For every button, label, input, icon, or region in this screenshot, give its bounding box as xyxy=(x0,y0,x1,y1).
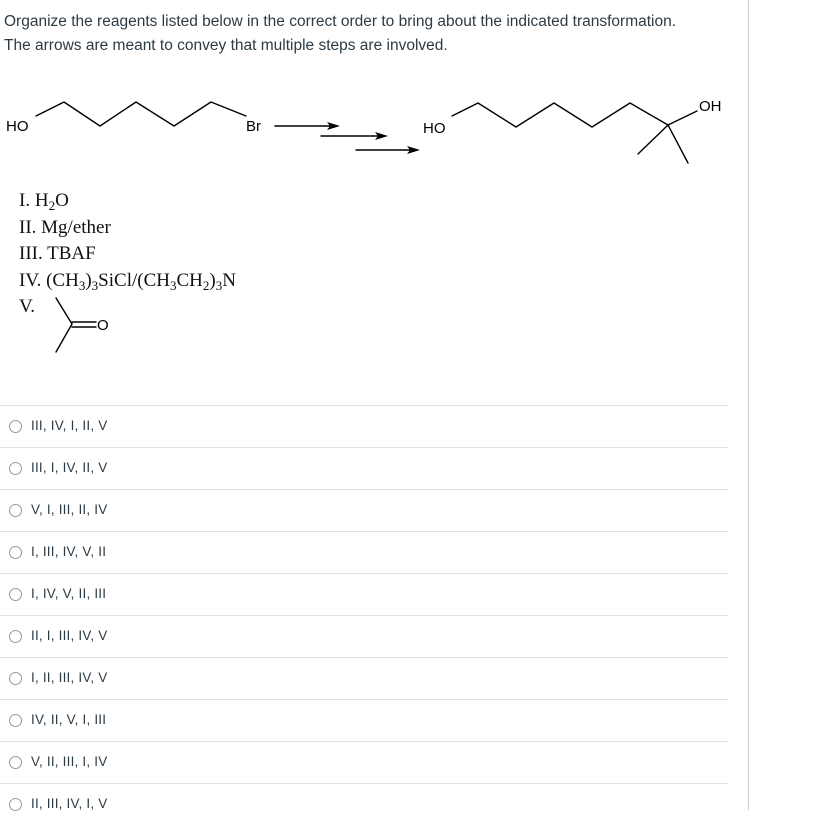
reagent-5: V. xyxy=(19,296,36,317)
reagent-4: IV. $(CH_3)_3SiCl/(CH_3CH_2)_3N$ xyxy=(19,269,236,293)
answer-label[interactable]: II, III, IV, I, V xyxy=(31,796,108,811)
answer-option[interactable] xyxy=(0,657,728,699)
radio-button[interactable] xyxy=(9,798,22,811)
question-line-2: The arrows are meant to convey that multiple steps are involved. xyxy=(4,37,448,54)
answer-list xyxy=(0,405,728,825)
answer-option[interactable] xyxy=(0,573,728,615)
answer-label[interactable]: II, I, III, IV, V xyxy=(31,628,108,643)
radio-button[interactable] xyxy=(9,504,22,517)
answer-option[interactable] xyxy=(0,615,728,657)
answer-option[interactable] xyxy=(0,405,728,447)
radio-button[interactable] xyxy=(9,714,22,727)
radio-button[interactable] xyxy=(9,630,22,643)
reagent-2: II. Mg/ether xyxy=(19,216,111,238)
product-methyl-2 xyxy=(668,125,688,163)
radio-button[interactable] xyxy=(9,672,22,685)
reagent-1: I. $H_2O$ xyxy=(19,190,69,213)
radio-button[interactable] xyxy=(9,588,22,601)
reagent-3: III. TBAF xyxy=(19,243,96,264)
radio-button[interactable] xyxy=(9,462,22,475)
reactant-br-label: Br xyxy=(246,118,261,135)
answer-option[interactable] xyxy=(0,447,728,489)
answer-label[interactable]: I, III, IV, V, II xyxy=(31,544,107,559)
question-line-1: Organize the reagents listed below in the correct order to bring about the indicated transformation. xyxy=(4,13,677,30)
answer-option[interactable] xyxy=(0,531,728,573)
product-bond-oh xyxy=(668,111,697,125)
reactant-ho-label: HO xyxy=(6,118,29,135)
answer-label[interactable]: V, II, III, I, IV xyxy=(31,754,108,769)
answer-option[interactable] xyxy=(0,783,728,825)
answer-label[interactable]: I, II, III, IV, V xyxy=(31,670,108,685)
answer-option[interactable] xyxy=(0,741,728,783)
carbonyl-o-label: O xyxy=(97,317,109,334)
answer-label[interactable]: IV, II, V, I, III xyxy=(31,712,107,727)
product-oh-label: OH xyxy=(699,98,722,115)
product-chain xyxy=(452,103,668,127)
radio-button[interactable] xyxy=(9,420,22,433)
product-ho-label: HO xyxy=(423,120,446,137)
panel-divider xyxy=(748,0,749,810)
answer-option[interactable] xyxy=(0,699,728,741)
acetone-structure xyxy=(0,0,140,370)
answer-label[interactable]: V, I, III, II, IV xyxy=(31,502,108,517)
answer-label[interactable]: III, I, IV, II, V xyxy=(31,460,108,475)
product-methyl-1 xyxy=(638,125,668,154)
answer-label[interactable]: III, IV, I, II, V xyxy=(31,418,108,433)
radio-button[interactable] xyxy=(9,756,22,769)
answer-label[interactable]: I, IV, V, II, III xyxy=(31,586,107,601)
radio-button[interactable] xyxy=(9,546,22,559)
answer-option[interactable] xyxy=(0,489,728,531)
